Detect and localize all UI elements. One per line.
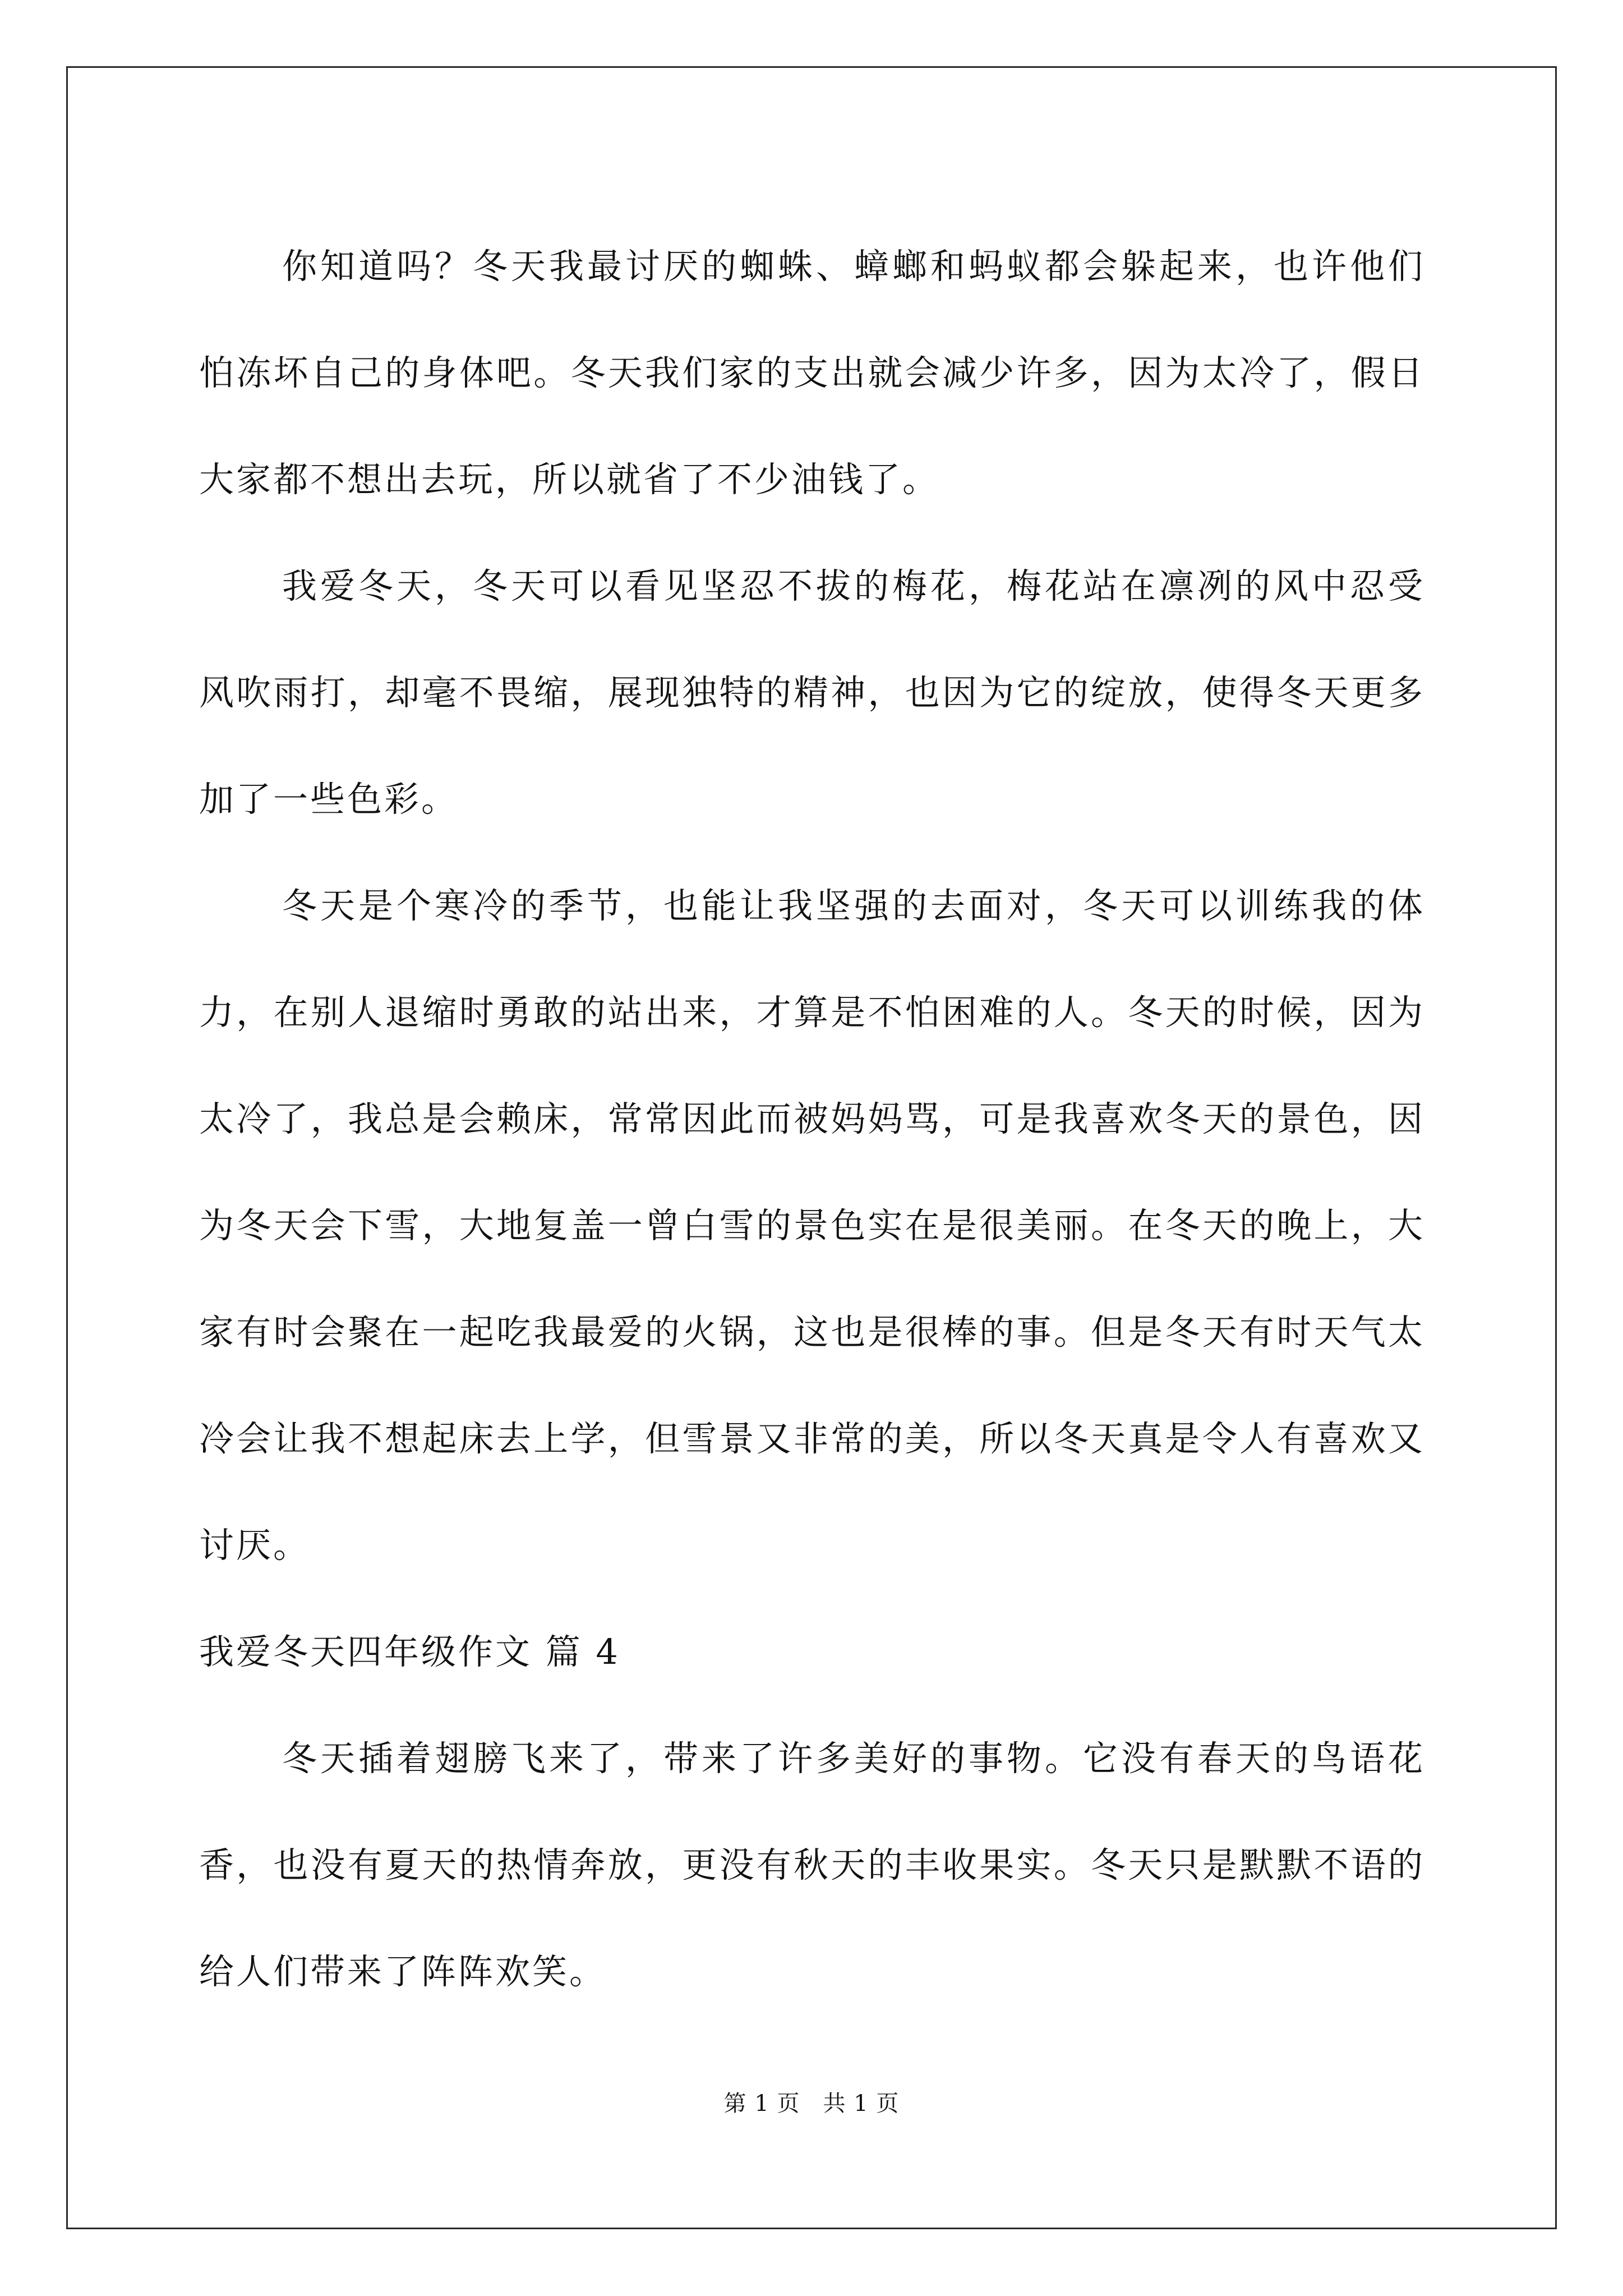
section-paragraph-1: 冬天插着翅膀飞来了，带来了许多美好的事物。它没有春天的鸟语花香，也没有夏天的热情奔放，更没有秋天的丰收果实。冬天只是默默不语的给人们带来了阵阵欢笑。 — [199, 1738, 1425, 1992]
document-body — [199, 213, 1425, 2025]
paragraph-3: 冬天是个寒冷的季节，也能让我坚强的去面对，冬天可以训练我的体力，在别人退缩时勇敢的站出来，才算是不怕困难的人。冬天的时候，因为太冷了，我总是会赖床，常常因此而被妈妈骂，可是我喜欢冬天的景色，因为冬天会下雪，大地复盖一曾白雪的景色实在是很美丽。在冬天的晚上，大家有时会聚在一起吃我最爱的火锅，这也是很棒的事。但是冬天有时天气太冷会让我不想起床去上学，但雪景又非常的美，所以冬天真是令人有喜欢又讨厌。 — [199, 885, 1425, 1566]
page-footer: 第 1 页 共 1 页 — [723, 2091, 900, 2116]
section-heading: 我爱冬天四年级作文 篇 4 — [199, 1631, 620, 1672]
paragraph-1: 你知道吗？冬天我最讨厌的蜘蛛、蟑螂和蚂蚁都会躲起来，也许他们怕冻坏自己的身体吧。冬天我们家的支出就会减少许多，因为太冷了，假日大家都不想出去玩，所以就省了不少油钱了。 — [199, 246, 1425, 500]
paragraph-2: 我爱冬天，冬天可以看见坚忍不拔的梅花，梅花站在凛冽的风中忍受风吹雨打，却毫不畏缩，展现独特的精神，也因为它的绽放，使得冬天更多加了一些色彩。 — [199, 565, 1425, 820]
